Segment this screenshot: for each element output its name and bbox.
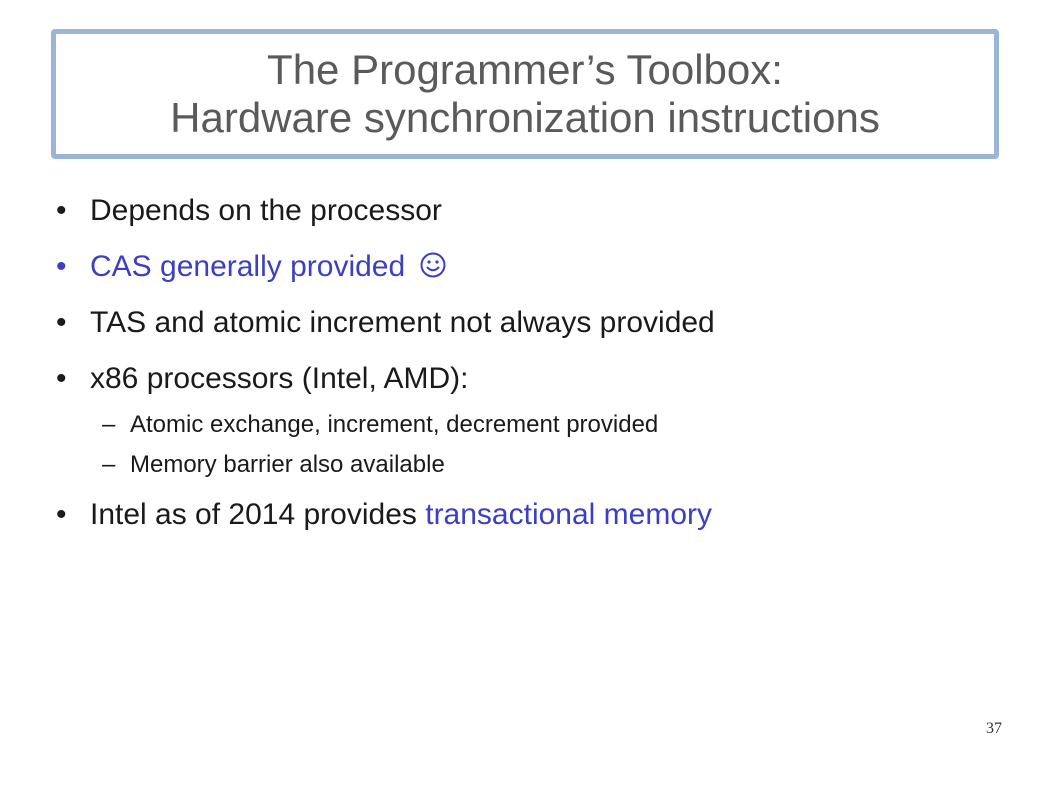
dash-marker: – [102,451,116,478]
bullet-marker: • [56,250,67,283]
sub-bullet-text: Memory barrier also available [130,451,445,478]
bullet-item [52,497,1042,533]
bullet-text: TAS and atomic increment not always provided [90,306,715,339]
bullet-marker: • [56,306,67,339]
bullet-item [52,305,1042,341]
bullet-text: Intel as of 2014 provides [90,498,417,531]
slide-title-line2: Hardware synchronization instructions [170,94,880,141]
slide-title-box [51,29,999,159]
bullet-marker: • [56,194,67,227]
bullet-text: CAS generally provided [90,250,406,283]
sub-bullet-item [52,451,1042,479]
sub-bullet-text: Atomic exchange, increment, decrement provided [130,411,659,438]
bullet-item [52,249,1042,285]
bullet-item [52,361,1042,397]
bullet-marker: • [56,362,67,395]
sub-bullet-item [52,411,1042,439]
bullet-text: x86 processors (Intel, AMD): [90,362,469,395]
bullet-list [52,193,1042,553]
dash-marker: – [102,411,116,438]
highlight-text: transactional memory [425,498,713,531]
bullet-text: Depends on the processor [90,194,442,227]
page-number: 37 [986,720,1002,737]
slide-title-line1: The Programmer’s Toolbox: [267,46,783,93]
bullet-marker: • [56,498,67,531]
bullet-item [52,193,1042,229]
smiley-icon [420,252,446,278]
